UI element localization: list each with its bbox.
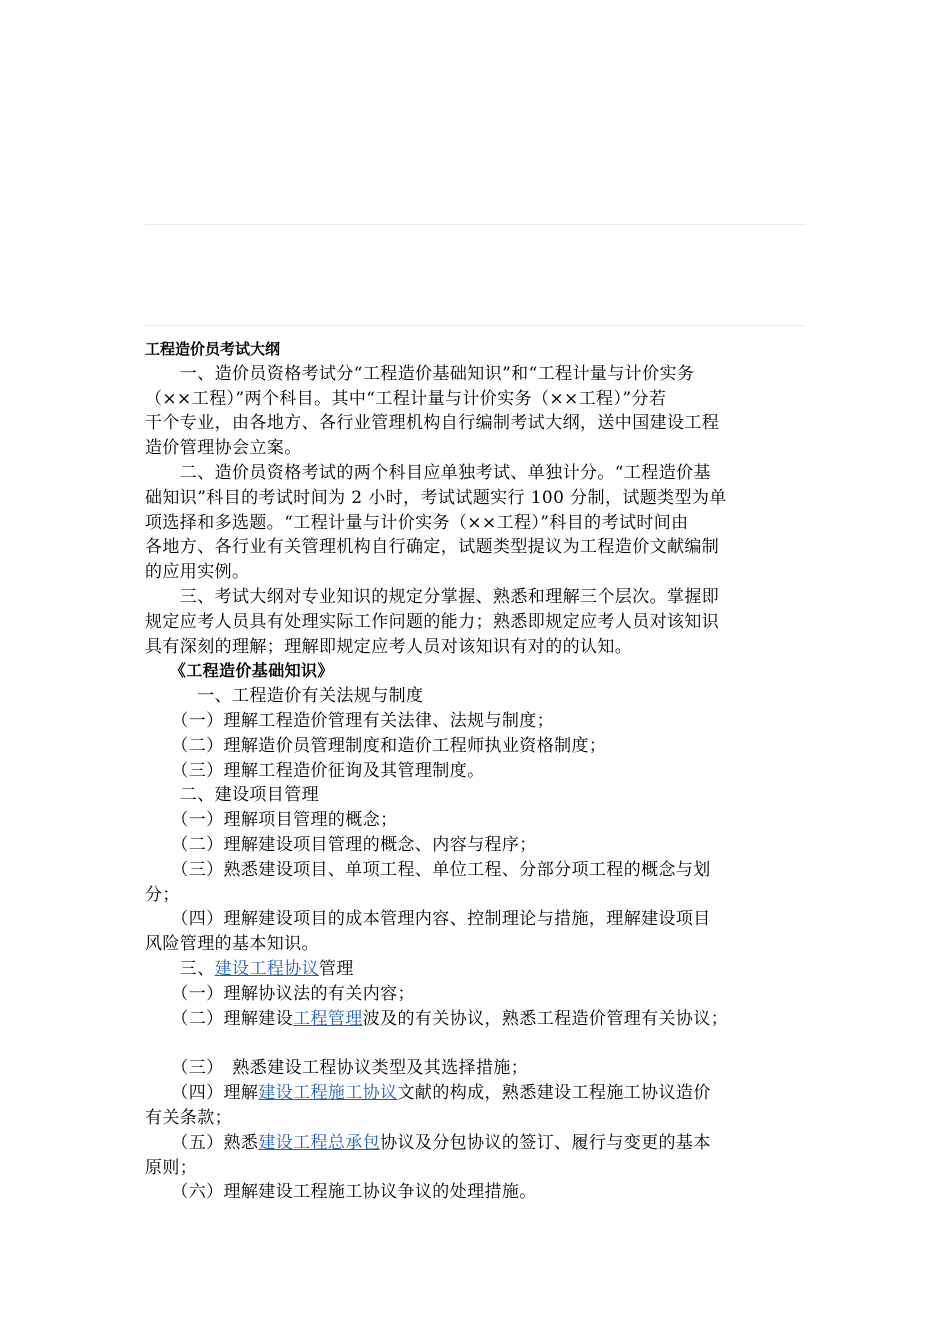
paragraph-2 xyxy=(145,461,805,585)
list-item-continued: 风险管理的基本知识。 xyxy=(145,934,319,955)
list-item: （六）理解建设工程施工协议争议的处理措施。 xyxy=(145,1182,537,1203)
list-item: （一）理解工程造价管理有关法律、法规与制度； xyxy=(145,710,555,731)
paragraph-line: 造价管理协会立案。 xyxy=(145,438,302,459)
section-heading: 一、工程造价有关法规与制度 xyxy=(145,686,424,707)
list-item: （二）理解建设项目管理的概念、内容与程序； xyxy=(145,834,537,855)
link-engineering-management[interactable]: 工程管理 xyxy=(293,1008,363,1029)
list-item-continued: 有关条款； xyxy=(145,1107,232,1128)
section-heading: 二、建设项目管理 xyxy=(145,785,319,806)
heading-prefix: 三、 xyxy=(145,958,215,979)
item-prefix: （五）熟悉 xyxy=(145,1132,259,1153)
list-item xyxy=(145,1007,805,1032)
section-heading xyxy=(145,957,805,982)
list-item: （三）理解工程造价征询及其管理制度。 xyxy=(145,760,485,781)
blank-line xyxy=(145,1031,805,1056)
section-1 xyxy=(145,684,805,783)
section-2 xyxy=(145,783,805,957)
list-item xyxy=(145,1081,805,1106)
document-title: 工程造价员考试大纲 xyxy=(145,340,281,358)
list-item: （一）理解项目管理的概念； xyxy=(145,810,398,831)
paragraph-line: 干个专业，由各地方、各行业管理机构自行编制考试大纲，送中国建设工程 xyxy=(145,413,720,434)
paragraph-line: 规定应考人员具有处理实际工作问题的能力；熟悉即规定应考人员对该知识 xyxy=(145,611,720,632)
section-title: 《工程造价基础知识》 xyxy=(145,661,334,681)
list-item: （三）熟悉建设项目、单项工程、单位工程、分部分项工程的概念与划 xyxy=(145,859,711,880)
section-3 xyxy=(145,957,805,1205)
link-construction-contract-agreement[interactable]: 建设工程施工协议 xyxy=(258,1083,398,1104)
paragraph-line: 础知识”科目的考试时间为 2 小时，考试试题实行 100 分制，试题类型为单 xyxy=(145,487,727,508)
paragraph-line: 具有深刻的理解；理解即规定应考人员对该知识有对的的认知。 xyxy=(145,636,633,657)
link-construction-contract[interactable]: 建设工程协议 xyxy=(214,958,320,979)
item-prefix: （二）理解建设 xyxy=(145,1008,294,1029)
paragraph-line: （××工程）”两个科目。其中“工程计量与计价实务（××工程）”分若 xyxy=(145,388,667,409)
item-prefix: （四）理解 xyxy=(145,1083,259,1104)
list-item: （三） 熟悉建设工程协议类型及其选择措施； xyxy=(145,1058,529,1079)
list-item: （二）理解造价员管理制度和造价工程师执业资格制度； xyxy=(145,735,607,756)
paragraph-line: 一、造价员资格考试分“工程造价基础知识”和“工程计量与计价实务 xyxy=(145,363,695,384)
header-divider xyxy=(145,325,805,326)
paragraph-line: 各地方、各行业有关管理机构自行确定，试题类型提议为工程造价文献编制 xyxy=(145,537,720,558)
list-item-continued: 分； xyxy=(145,884,180,905)
document-body xyxy=(145,337,805,1205)
list-item: （一）理解协议法的有关内容； xyxy=(145,983,415,1004)
top-divider xyxy=(145,224,805,225)
paragraph-3 xyxy=(145,585,805,659)
item-suffix: 波及的有关协议，熟悉工程造价管理有关协议； xyxy=(362,1008,729,1029)
link-general-contracting[interactable]: 建设工程总承包 xyxy=(258,1132,381,1153)
item-suffix: 文献的构成，熟悉建设工程施工协议造价 xyxy=(397,1083,711,1104)
list-item: （四）理解建设项目的成本管理内容、控制理论与措施，理解建设项目 xyxy=(145,909,711,930)
list-item xyxy=(145,1131,805,1156)
paragraph-line: 项选择和多选题。“工程计量与计价实务（××工程）”科目的考试时间由 xyxy=(145,512,689,533)
list-item-continued: 原则； xyxy=(145,1157,198,1178)
paragraph-line: 三、考试大纲对专业知识的规定分掌握、熟悉和理解三个层次。掌握即 xyxy=(145,586,720,607)
paragraph-line: 二、造价员资格考试的两个科目应单独考试、单独计分。“工程造价基 xyxy=(145,462,711,483)
heading-suffix: 管理 xyxy=(319,958,354,979)
paragraph-1 xyxy=(145,362,805,461)
item-suffix: 协议及分包协议的签订、履行与变更的基本 xyxy=(380,1132,711,1153)
paragraph-line: 的应用实例。 xyxy=(145,562,250,583)
